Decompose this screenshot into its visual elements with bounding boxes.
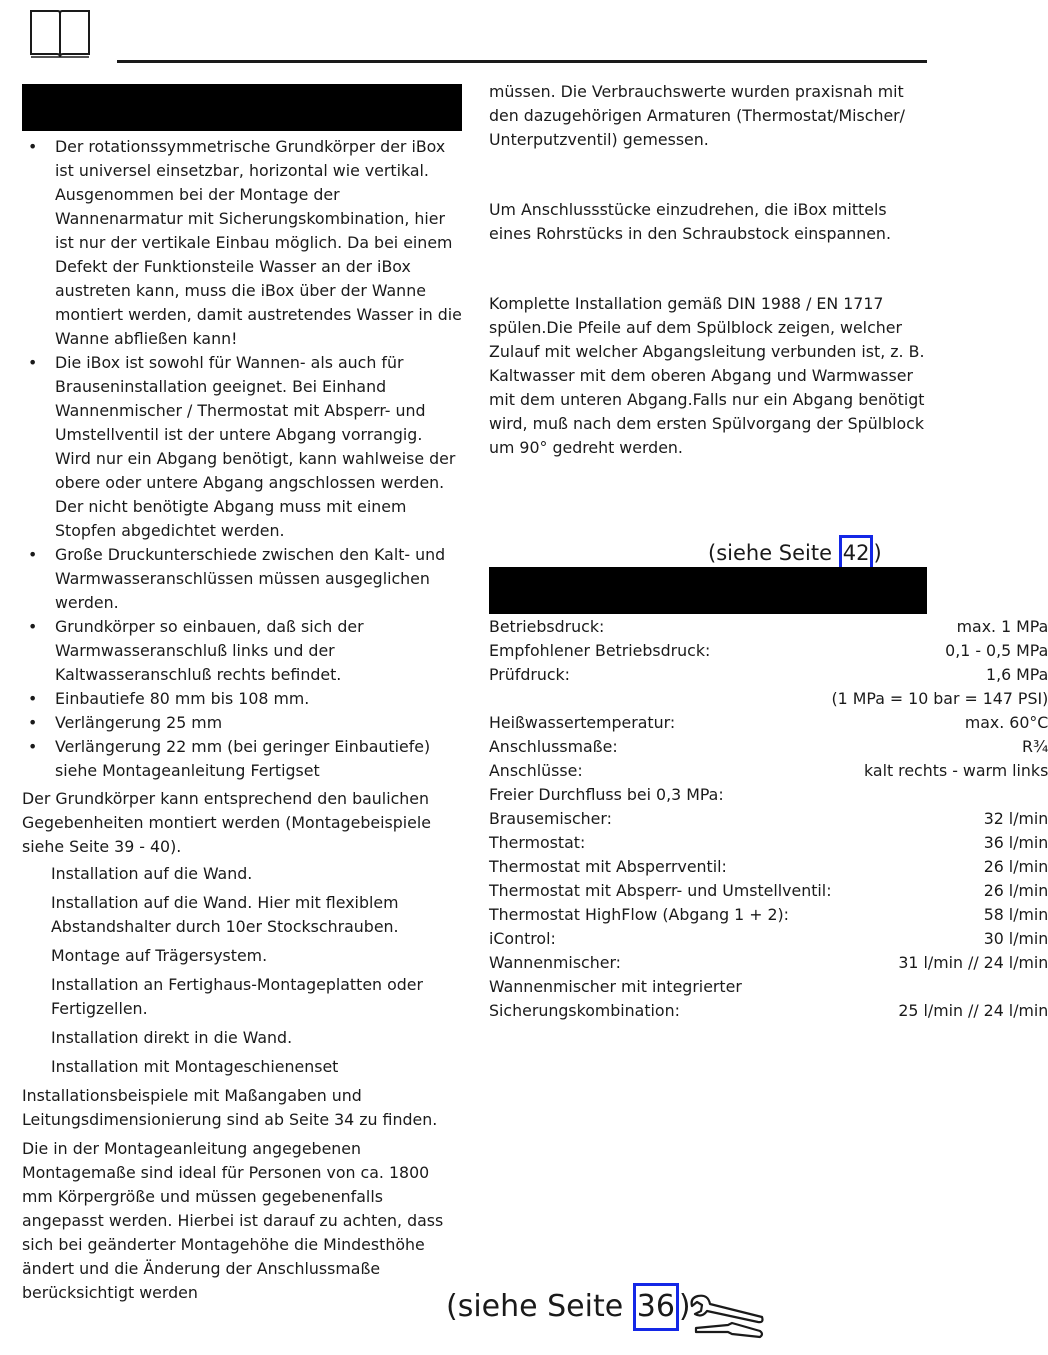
- spec-value: [832, 975, 1048, 999]
- spec-label: Empfohlener Betriebsdruck:: [489, 641, 711, 660]
- spec-value: 31 l/min // 24 l/min: [898, 953, 1048, 972]
- spec-label: Sicherungskombination:: [489, 1001, 680, 1020]
- spec-value: R¾: [1022, 737, 1048, 756]
- spec-value: 26 l/min: [983, 857, 1048, 876]
- spec-value: 58 l/min: [983, 905, 1048, 924]
- table-row: [489, 951, 1048, 975]
- spec-value: [832, 783, 1048, 807]
- table-row: [489, 615, 1048, 639]
- spec-value: 32 l/min: [983, 809, 1048, 828]
- spec-value: 1,6 MPa: [986, 665, 1048, 684]
- technical-data-table: [489, 615, 1048, 1023]
- spec-label: Thermostat HighFlow (Abgang 1 + 2):: [489, 905, 789, 924]
- list-item: Installation mit Montageschienenset: [51, 1057, 339, 1076]
- list-item: • Einbautiefe 80 mm bis 108 mm.: [22, 687, 462, 711]
- flushing-paragraph: Komplette Installation gemäß DIN 1988 / EN 1717 spülen.Die Pfeile auf dem Spülblock zeigen, welcher Zulauf mit welcher Abgangsleitung verbunden ist, z. B. Kaltwasser mit dem oberen Abgang und Warmwasser mit dem unteren Abgang.Falls nur ein Abgang benötigt wird, muß nach dem ersten Spülvorgang der Spülblock um 90° gedreht werden.: [489, 294, 925, 457]
- list-item: • Grundkörper so einbauen, daß sich der Warmwasseranschluß links und der Kaltwasseranschluß rechts befindet.: [22, 615, 462, 687]
- page-link-42[interactable]: 42: [839, 535, 874, 571]
- spec-label: [489, 687, 832, 711]
- spec-label: Freier Durchfluss bei 0,3 MPa:: [489, 785, 724, 804]
- spec-label: iControl:: [489, 929, 556, 948]
- table-row: [489, 687, 1048, 711]
- table-row: [489, 639, 1048, 663]
- list-item: • Der rotationssymmetrische Grundkörper der iBox ist universel einsetzbar, horizontal wie vertikal. Ausgenommen bei der Montage der Wannenarmatur mit Sicherungskombination, hier ist nur der vertikale Einbau möglich. Da bei einem Defekt der Funktionsteile Wasser an der iBox austreten kann, muss die iBox über der Wanne montiert werden, damit austretendes Wasser in die Wanne abfließen kann!: [22, 135, 462, 351]
- mounting-paragraph: Der Grundkörper kann entsprechend den baulichen Gegebenheiten montiert werden (Montagebeispiele siehe Seite 39 - 40).: [22, 789, 431, 856]
- list-item: • Die iBox ist sowohl für Wannen- als auch für Brauseninstallation geeignet. Bei Einhand Wannenmischer / Thermostat mit Absperr- und Umstellventil ist der untere Abgang vorrangig. Wird nur ein Abgang benötigt, kann wahlweise der obere oder untere Abgang angschlossen werden. Der nicht benötigte Abgang muss mit einem Stopfen abgedichtet werden.: [22, 351, 462, 543]
- install-options-list: [22, 862, 462, 1079]
- table-row: [489, 735, 1048, 759]
- table-row: [489, 711, 1048, 735]
- spec-value: max. 1 MPa: [956, 617, 1048, 636]
- vise-paragraph: Um Anschlussstücke einzudrehen, die iBox mittels eines Rohrstücks in den Schraubstock einspannen.: [489, 200, 891, 243]
- list-item: Montage auf Trägersystem.: [51, 946, 268, 965]
- spec-label: Thermostat mit Absperrventil:: [489, 857, 727, 876]
- list-item: Installation auf die Wand.: [51, 864, 253, 883]
- table-row: [489, 975, 1048, 999]
- spec-label: Anschlüsse:: [489, 761, 583, 780]
- examples-paragraph: Installationsbeispiele mit Maßangaben und Leitungsdimensionierung sind ab Seite 34 zu finden.: [22, 1086, 438, 1129]
- list-item: • Große Druckunterschiede zwischen den Kalt- und Warmwasseranschlüssen müssen ausgeglichen werden.: [22, 543, 462, 615]
- installation-notes-list: [22, 135, 462, 783]
- section-heading-bar: [22, 84, 462, 131]
- spec-value: (1 MPa = 10 bar = 147 PSI): [831, 689, 1048, 708]
- spec-label: Prüfdruck:: [489, 665, 571, 684]
- consumption-paragraph: müssen. Die Verbrauchswerte wurden praxisnah mit den dazugehörigen Armaturen (Thermostat/Mischer/ Unterputzventil) gemessen.: [489, 82, 905, 149]
- spec-label: Anschlussmaße:: [489, 737, 618, 756]
- list-item: • Verlängerung 25 mm: [22, 711, 462, 735]
- book-icon: [28, 8, 92, 60]
- list-item: Installation auf die Wand. Hier mit flexiblem Abstandshalter durch 10er Stockschrauben.: [51, 893, 399, 936]
- spec-label: Heißwassertemperatur:: [489, 713, 676, 732]
- table-row: [489, 663, 1048, 687]
- page-link-36[interactable]: 36: [633, 1283, 679, 1331]
- technical-data-heading-bar: [489, 567, 927, 614]
- spec-label: Wannenmischer:: [489, 953, 622, 972]
- table-row: [489, 903, 1048, 927]
- right-column: [489, 80, 927, 460]
- spec-value: 26 l/min: [983, 881, 1048, 900]
- spec-value: 25 l/min // 24 l/min: [898, 1001, 1048, 1020]
- spec-value: 36 l/min: [983, 833, 1048, 852]
- footer-see-page-reference: (siehe Seite 36 ): [446, 1283, 691, 1331]
- header-rule: [117, 60, 927, 63]
- spec-value: max. 60°C: [964, 713, 1048, 732]
- spec-value: 0,1 - 0,5 MPa: [945, 641, 1048, 660]
- table-row: [489, 927, 1048, 951]
- spec-value: kalt rechts - warm links: [864, 761, 1048, 780]
- left-column: [22, 84, 462, 1305]
- table-row: [489, 999, 1048, 1023]
- table-row: [489, 879, 1048, 903]
- list-item: Installation an Fertighaus-Montageplatten oder Fertigzellen.: [51, 975, 423, 1018]
- spec-label: Brausemischer:: [489, 809, 612, 828]
- table-row: [489, 759, 1048, 783]
- dimensions-paragraph: Die in der Montageanleitung angegebenen Montagemaße sind ideal für Personen von ca. 1800 mm Körpergröße und müssen gegebenenfalls angepasst werden. Hierbei ist darauf zu achten, dass sich bei geänderter Montagehöhe die Mindesthöhe ändert und die Änderung der Anschlussmaße berücksichtigt werden: [22, 1139, 444, 1302]
- spec-value: 30 l/min: [983, 929, 1048, 948]
- spec-label: Thermostat mit Absperr- und Umstellventil:: [489, 881, 832, 900]
- see-page-reference: (siehe Seite 42 ): [708, 535, 882, 571]
- table-row: [489, 807, 1048, 831]
- table-row: [489, 783, 1048, 807]
- tools-icon: [688, 1288, 766, 1340]
- list-item: • Verlängerung 22 mm (bei geringer Einbautiefe) siehe Montageanleitung Fertigset: [22, 735, 462, 783]
- table-row: [489, 855, 1048, 879]
- table-row: [489, 831, 1048, 855]
- list-item: Installation direkt in die Wand.: [51, 1028, 293, 1047]
- spec-label: Thermostat:: [489, 833, 586, 852]
- spec-label: Betriebsdruck:: [489, 617, 605, 636]
- spec-label: Wannenmischer mit integrierter: [489, 977, 742, 996]
